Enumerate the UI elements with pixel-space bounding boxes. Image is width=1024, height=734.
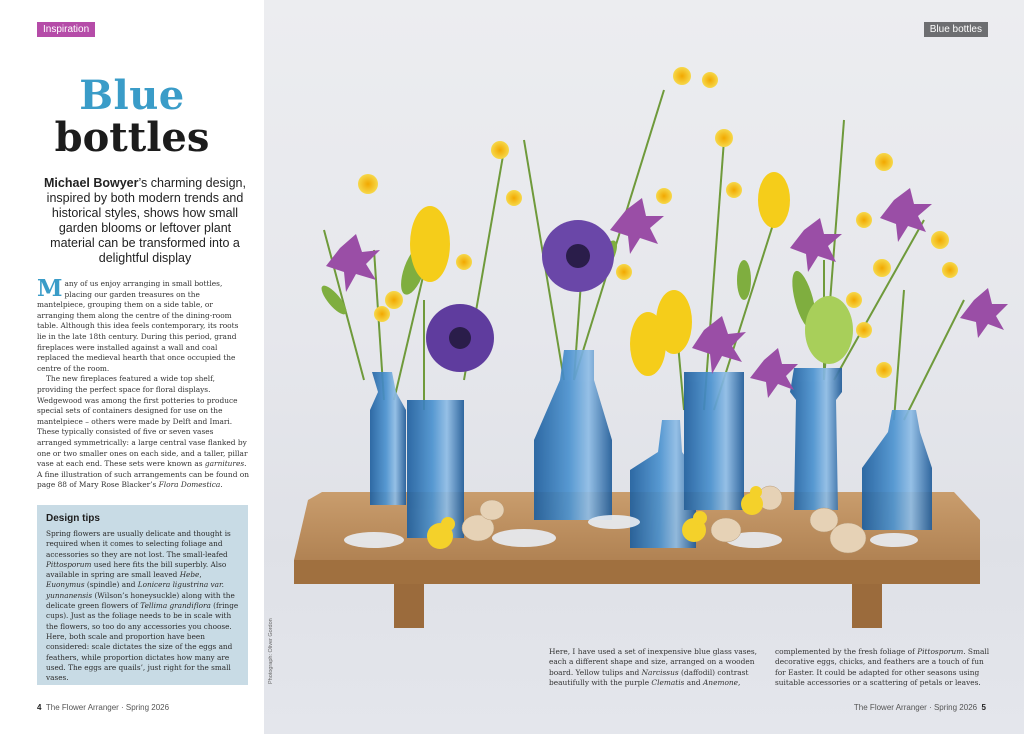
vase-6: [790, 368, 842, 510]
body-paragraph-2: [37, 374, 249, 491]
page-number-right: 5: [981, 703, 986, 712]
folio-left: [37, 703, 169, 712]
vase-3: [534, 350, 612, 520]
vase-1: [370, 372, 406, 505]
article-body: [37, 275, 249, 491]
design-tips-title: Design tips: [46, 513, 100, 524]
photo-caption-column-2: [775, 647, 990, 689]
caption-italic-3: Anemone: [702, 678, 739, 688]
body-p2-italic: garnitures: [204, 459, 245, 469]
photo-caption-column-1: [549, 647, 764, 689]
left-page: [0, 0, 264, 734]
drop-cap: M: [37, 275, 63, 302]
tips-text-6: (fringe cups). Just as the foliage needs to be in scale with the flowers, so too do any accessories you choose. Here, both scale and proportion have been considered: scale dictates the size of the eggs and feathers, while proportion dictates how many are used. The eggs are quails’, just right for the small vases.: [46, 601, 239, 683]
tips-italic-2: Hebe: [179, 570, 200, 580]
author-name: Michael Bowyer: [44, 176, 139, 190]
caption-text-4: ,: [738, 678, 741, 688]
design-tips-text: [46, 529, 239, 683]
standfirst-text: ’s charming design, inspired by both modern trends and historical styles, shows how small garden blooms or leftover plant material can be transformed into a delightful display: [46, 176, 246, 265]
caption-italic-2: Clematis: [651, 678, 685, 688]
body-paragraph-1-text: any of us enjoy arranging in small bottles, placing our garden treasures on the mantelpiece, grouping them on a side table, or arranging them along the centre of the dining-room table. Although this idea feels contemporary, its roots lie in the late 18th century. During this period, grand fireplaces were installed against a wall and coal replaced the medieval hearth that once occupied the centre of the room.: [37, 279, 239, 373]
caption-text-5: complemented by the fresh foliage of: [775, 647, 918, 656]
tips-italic-4: Lonicera ligustrina var. yunnanensis: [46, 580, 224, 600]
body-p2-book-title: Flora Domestica: [158, 480, 221, 490]
tips-italic-5: Tellima grandiflora: [140, 601, 211, 611]
vase-2: [407, 400, 464, 538]
folio-right: [854, 703, 986, 712]
folio-right-text: The Flower Arranger · Spring 2026: [853, 703, 978, 712]
body-p2-text-c: .: [220, 480, 223, 490]
tips-text-2: used here fits the bill superbly. Also available in spring are small leaved: [46, 559, 227, 580]
section-tag-right: Blue bottles: [924, 22, 988, 37]
headline-line-2: bottles: [54, 114, 210, 161]
caption-text-2: (daffodil) contrast beautifully with the purple: [549, 667, 749, 688]
body-paragraph-1: [37, 275, 249, 374]
vase-7: [862, 410, 932, 530]
tips-italic-1: Pittosporum: [46, 559, 92, 569]
photo-credit-text: Photograph: Oliver Gordon: [268, 618, 274, 684]
tips-text-3: ,: [199, 570, 202, 580]
caption-text-3: and: [684, 678, 703, 688]
folio-left-text: The Flower Arranger · Spring 2026: [45, 703, 170, 712]
photo-credit: [265, 615, 275, 687]
tips-text-4: (spindle) and: [84, 580, 138, 590]
vase-5: [684, 372, 744, 510]
tips-text-5: (Wilson’s honeysuckle) along with the delicate green flowers of: [46, 590, 235, 611]
page-number-left: 4: [37, 703, 42, 712]
purple-anemones: [426, 220, 614, 372]
caption-italic-4: Pittosporum: [917, 647, 964, 656]
design-tips-box: [37, 505, 248, 685]
tips-text-1: Spring flowers are usually delicate and thought is required when it comes to selecting foliage and accessories so they are not lost. The small-leafed: [46, 529, 231, 559]
flower-arrangement-photo: [264, 0, 1024, 640]
standfirst: [42, 176, 248, 266]
headline-line-1: Blue: [79, 72, 185, 119]
caption-text-1: Here, I have used a set of inexpensive blue glass vases, each a different shape and size, arranged on a wooden board. Yellow tulips and: [549, 647, 758, 677]
caption-text-6: . Small decorative eggs, chicks, and feathers are a touch of fun for Easter. It could be adapted for other seasons using suitable accessories or a scattering of petals or leaves.: [775, 647, 990, 688]
tips-italic-3: Euonymus: [46, 580, 85, 590]
caption-italic-1: Narcissus: [641, 667, 679, 677]
section-tag: Inspiration: [37, 22, 95, 37]
body-p2-text-a: The new fireplaces featured a wide top shelf, providing the perfect space for floral displays. Wedgewood was among the first potteries to produce special sets of containers designed for use on the mantelpiece – others were made by Delft and Imari. These typically consisted of five or seven vases arranged symmetrically: a large central vase flanked by one or two smaller ones on each side, and a taller, pillar vase at each end. These sets were known as: [37, 374, 248, 469]
body-p2-text-b: . A fine illustration of such arrangements can be found on page 88 of Mary Rose Blacker’s: [37, 459, 249, 490]
